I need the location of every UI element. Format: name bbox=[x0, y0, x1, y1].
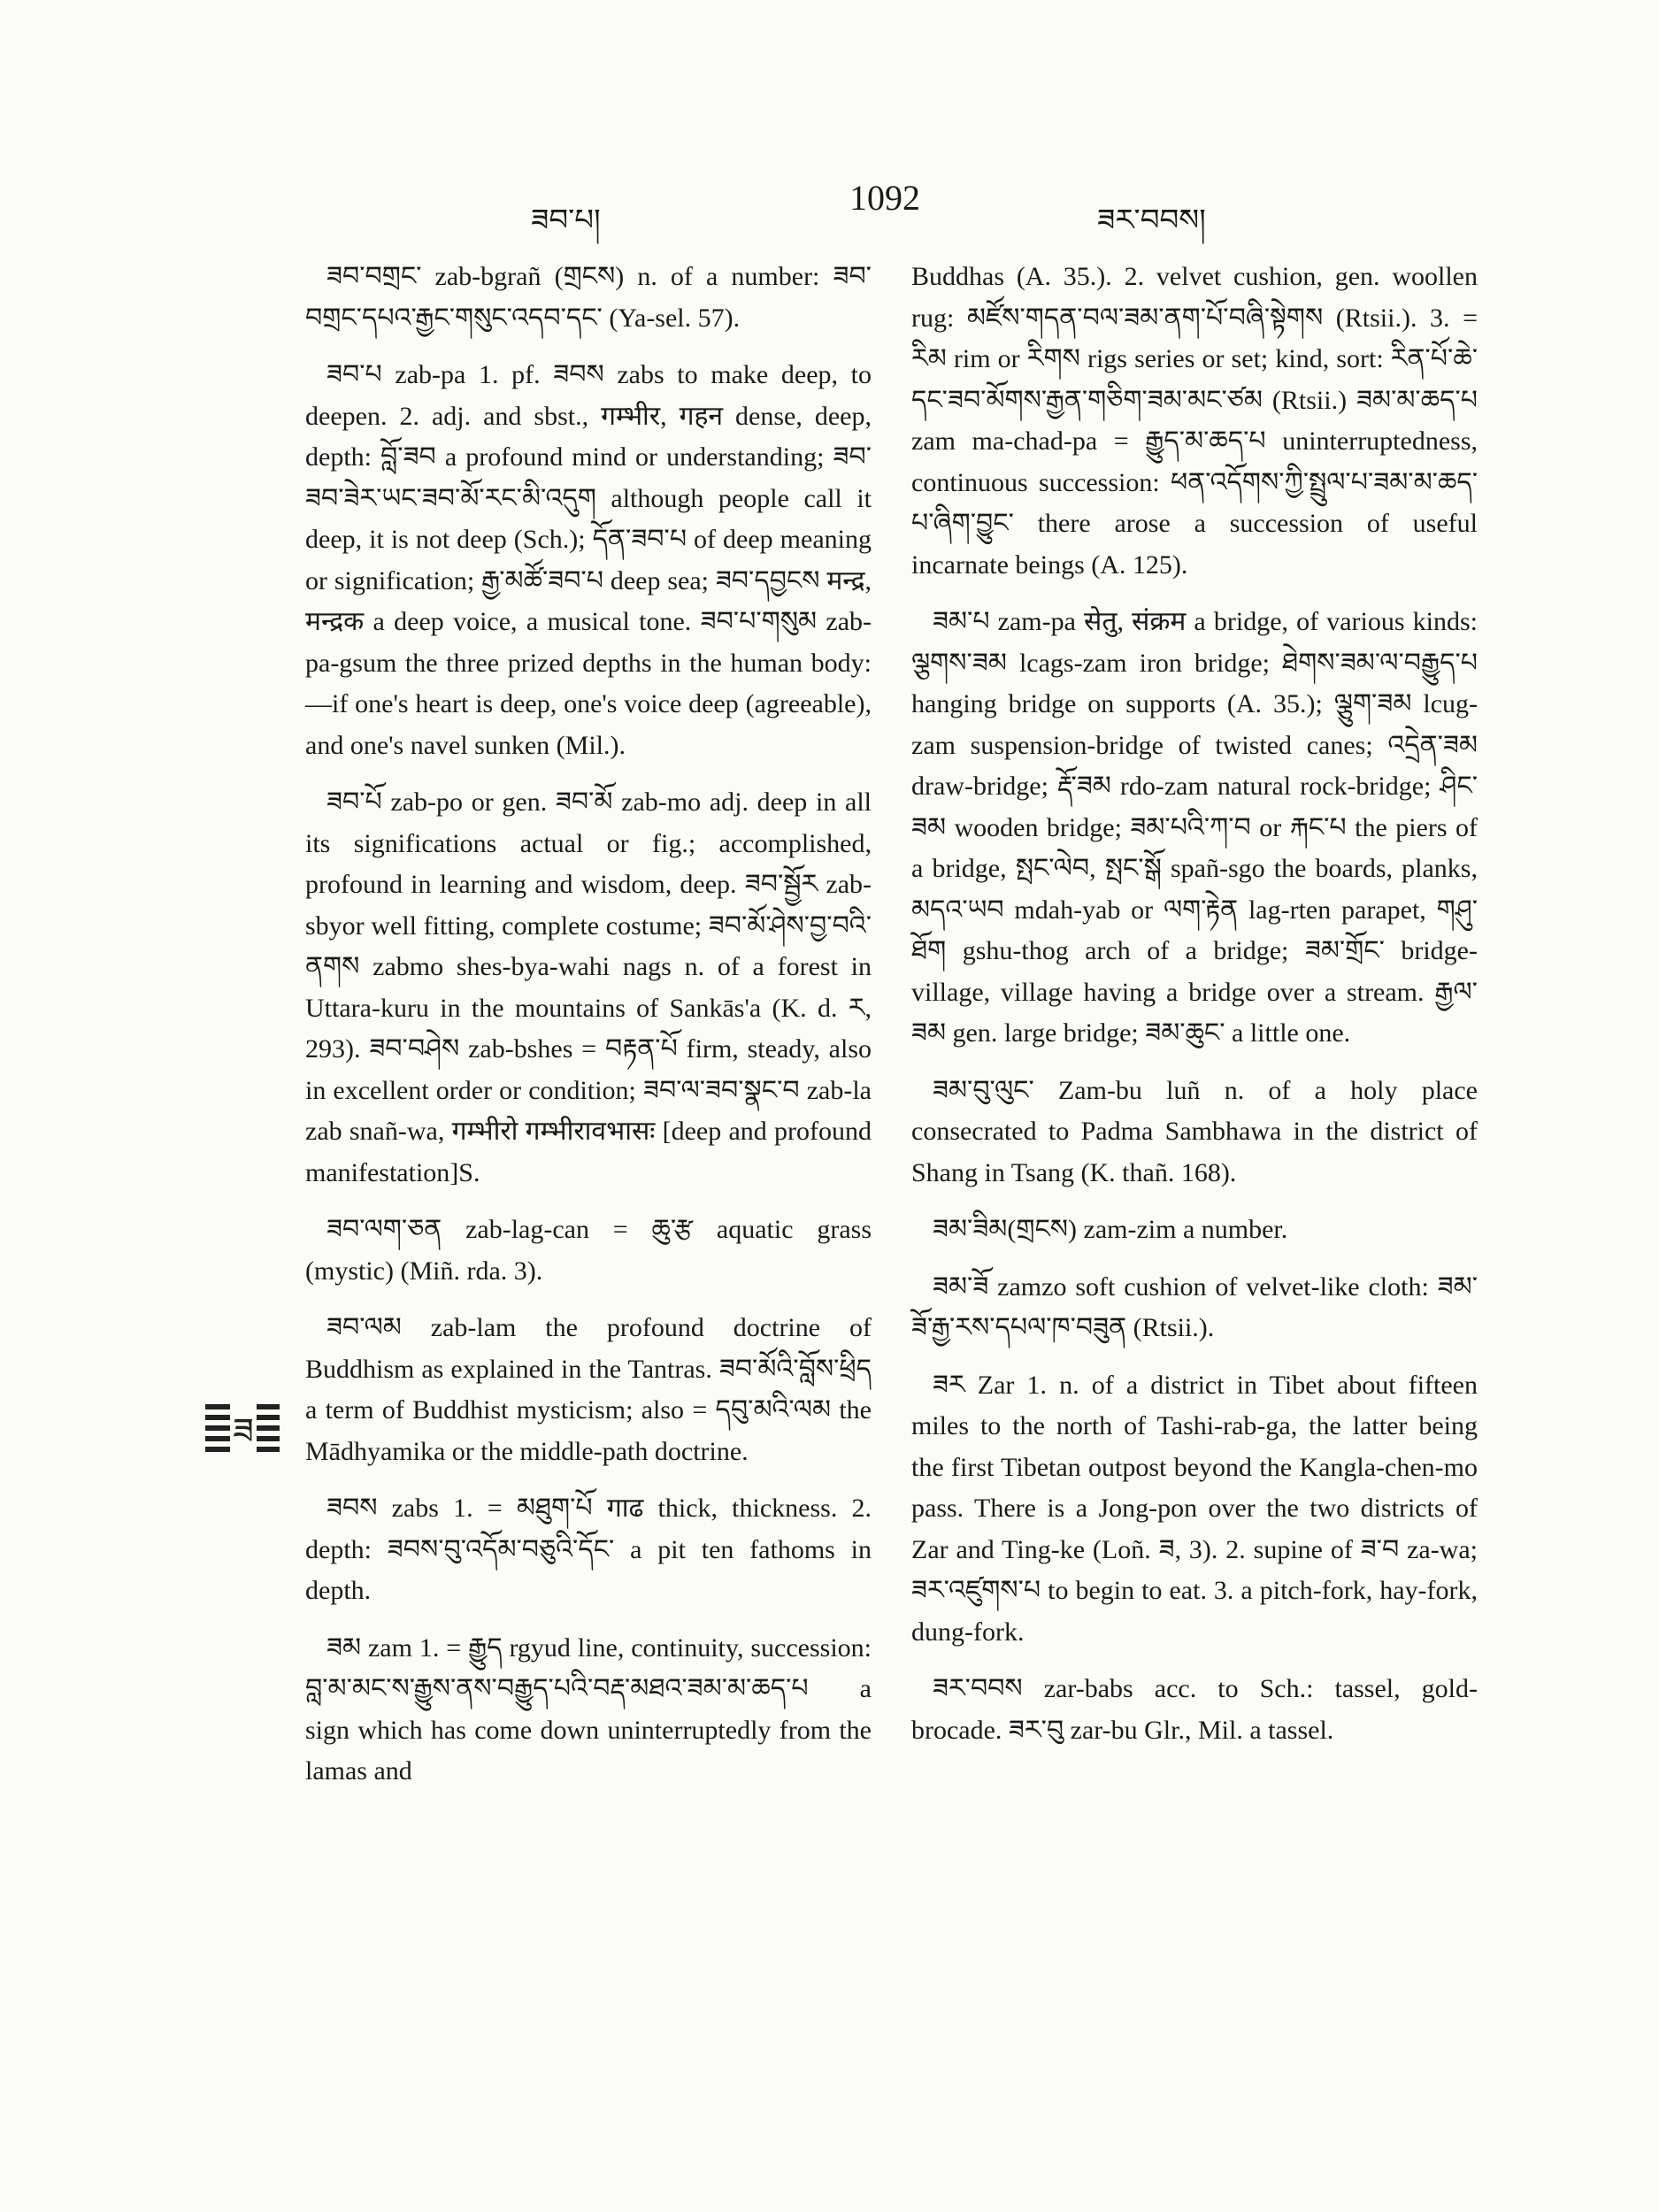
entry-zam-continued: Buddhas (A. 35.). 2. velvet cushion, gen. woollen rug: མཛོས་གདན་བལ་ཟམ་ནག་པོ་བཞི་སྟེགས (Rtsii.). 3. = རིམ rim or རིགས rigs series or set; kind, sort: རིན་པོ་ཆེ་དང་ཟབ་མོགས་རྒྱན་གཅིག་ཟམ་མང་ཙམ (Rtsii.) ཟམ་མ་ཆད་པ zam ma-chad-pa = རྒྱུད་མ་ཆད་པ uninterruptedness, continuous succession: ཕན་འདོགས་ཀྱི་སྤྲུལ་པ་ཟམ་མ་ཆད་པ་ཞིག་བྱུང་ there arose a succession of useful incarnate beings (A. 125). bbox=[911, 262, 1478, 580]
entry-zab-lag-can: ཟབ་ལག་ཅན zab-lag-can = ཆུ་རྩ aquatic grass (mystic) (Miñ. rda. 3). bbox=[305, 1215, 872, 1286]
marginal-letter: ཟ bbox=[233, 1411, 254, 1452]
entry-zab-po: ཟབ་པོ zab-po or gen. ཟབ་མོ zab-mo adj. deep in all its significations actual or fig.; accomplished, profound in learning and wisdom, deep. ཟབ་སྦྱོར zab-sbyor well fitting, complete costume; ཟབ་མོ་ཤེས་བྱ་བའི་ནགས zabmo shes-bya-wahi nags n. of a forest in Uttara-kuru in the mountains of Sankās'a (K. d. ར, 293). ཟབ་བཤེས zab-bshes = བརྟན་པོ firm, steady, also in excellent order or condition; ཟབ་ལ་ཟབ་སྣང་བ zab-la zab snañ-wa, गम्भीरो गम्भीरावभासः [deep and profound manifestation]S. bbox=[305, 787, 872, 1187]
entry-zar-babs: ཟར་བབས zar-babs acc. to Sch.: tassel, gold-brocade. ཟར་བུ zar-bu Glr., Mil. a tassel. bbox=[911, 1674, 1478, 1745]
running-header bbox=[0, 177, 1659, 238]
page-number: 1092 bbox=[849, 178, 920, 218]
thumb-index-icon bbox=[205, 1402, 280, 1459]
entry-zam-bu-lun: ཟམ་བུ་ལུང་ Zam-bu luñ n. of a holy place consecrated to Padma Sambhawa in the district of Shang in Tsang (K. thañ. 168). bbox=[911, 1075, 1478, 1187]
right-column bbox=[911, 257, 1478, 1767]
entry-zam-pa: ཟམ་པ zam-pa सेतु, संक्रम a bridge, of various kinds: ལྕགས་ཟམ lcags-zam iron bridge; ཐེགས་ཟམ་ལ་བརྒྱུད་པ hanging bridge on supports (A. 35.); ལྕུག་ཟམ lcug-zam suspension-bridge of twisted canes; འདྲེན་ཟམ draw-bridge; རྡོ་ཟམ rdo-zam natural rock-bridge; ཤིང་ཟམ wooden bridge; ཟམ་པའི་ཀ་བ or རྐང་པ the piers of a bridge, སྤང་ལེབ, སྤང་སྒོ spañ-sgo the boards, planks, མདའ་ཡབ mdah-yab or ལག་རྟེན lag-rten parapet, གཤུ་ཐོག gshu-thog arch of a bridge; ཟམ་གྲོང་ bridge-village, village having a bridge over a stream. རྒྱལ་ཟམ gen. large bridge; ཟམ་ཆུང་ a little one. bbox=[911, 607, 1478, 1048]
left-running-head: ཟབ་པ། bbox=[531, 203, 601, 238]
entry-zam-zim: ཟམ་ཟིམ(གྲངས) zam-zim a number. bbox=[933, 1215, 1288, 1244]
entry-zar: ཟར Zar 1. n. of a district in Tibet about fifteen miles to the north of Tashi-rab-ga, the latter being the first Tibetan outpost beyond the Kangla-chen-mo pass. There is a Jong-pon over the two districts of Zar and Ting-ke (Loñ. ཟ, 3). 2. supine of ཟ་བ za-wa; ཟར་འཛུགས་པ to begin to eat. 3. a pitch-fork, hay-fork, dung-fork. bbox=[911, 1370, 1478, 1647]
right-running-head: ཟར་བབས། bbox=[1097, 203, 1206, 238]
entry-zab-pa: ཟབ་པ zab-pa 1. pf. ཟབས zabs to make deep, to deepen. 2. adj. and sbst., गम्भीर, गहन dense, deep, depth: བློ་ཟབ a profound mind or understanding; ཟབ་ཟབ་ཟེར་ཡང་ཟབ་མོ་རང་མི་འདུག although people call it deep, it is not deep (Sch.); དོན་ཟབ་པ of deep meaning or signification; རྒྱ་མཚོ་ཟབ་པ deep sea; ཟབ་དབྱངས मन्द्र, मन्द्रक a deep voice, a musical tone. ཟབ་པ་གསུམ zab-pa-gsum the three prized depths in the human body:—if one's heart is deep, one's voice deep (agreeable), and one's navel sunken (Mil.). bbox=[305, 360, 872, 760]
entry-zamzo: ཟམ་ཟོ zamzo soft cushion of velvet-like cloth: ཟམ་ཟོ་རྒྱ་རས་དཔལ་ཁ་བཟུན (Rtsii.). bbox=[911, 1271, 1478, 1342]
left-column bbox=[305, 257, 872, 1809]
marginal-thumb-index-mark bbox=[205, 1402, 280, 1459]
entry-zam: ཟམ zam 1. = རྒྱུད rgyud line, continuity, succession: བླ་མ་མང་ས་རྒྱུས་ནས་བརྒྱུད་པའི་བརྡ་མཐའ་ཟམ་མ་ཆད་པ a sign which has come down uninterruptedly from the lamas and bbox=[305, 1632, 872, 1786]
entry-zab-bgran: ཟབ་བགྲང་ zab-bgrañ (གྲངས) n. of a number: ཟབ་བགྲང་དཔའ་རྒྱང་གསུང་འདབ་དང་ (Ya-sel. 57). bbox=[305, 262, 872, 333]
entry-zabs: ཟབས zabs 1. = མཐུག་པོ गाढ thick, thickness. 2. depth: ཟབས་བུ་འདོམ་བཅུའི་དོང་ a pit ten fathoms in depth. bbox=[305, 1494, 872, 1605]
entry-zab-lam: ཟབ་ལམ zab-lam the profound doctrine of Buddhism as explained in the Tantras. ཟབ་མོའི་བློས་ཕྲིད a term of Buddhist mysticism; also = དབུ་མའི་ལམ the Mādhyamika or the middle-path doctrine. bbox=[305, 1313, 872, 1466]
